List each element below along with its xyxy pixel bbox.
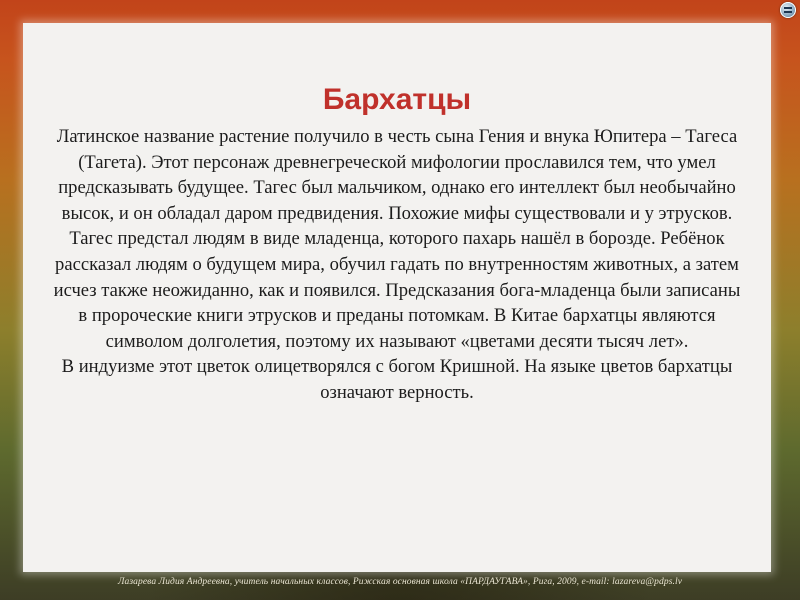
slide-title: Бархатцы — [322, 83, 472, 116]
navigation-icon[interactable] — [780, 2, 796, 18]
slide-body — [51, 124, 743, 406]
body-paragraph-1: Латинское название растение получило в честь сына Гения и внука Юпитера – Тагеса (Тагета). Этот персонаж древнегреческой мифологии прославился тем, что умел предсказывать будущее. Тагес был мальчиком, однако его интеллект был необычайно высок, и он обладал даром предвидения. Похожие мифы существовали и у этрусков. Тагес предстал людям в виде младенца, которого пахарь нашёл в борозде. Ребёнок рассказал людям о будущем мира, обучил гадать по внутренностям животных, а затем исчез также неожиданно, как и появился. Предсказания бога-младенца были записаны в пророческие книги этрусков и преданы потомкам. В Китае бархатцы являются символом долголетия, поэтому их называют «цветами десяти тысяч лет». — [53, 126, 741, 352]
content-panel — [23, 23, 771, 572]
body-paragraph-2: В индуизме этот цветок олицетворялся с богом Кришной. На языке цветов бархатцы означают верность. — [61, 356, 733, 403]
footer-credit: Лазарева Лидия Андреевна, учитель начальных классов, Рижская основная школа «ПАРДАУГАВА», Рига, 2009, e-mail: lazareva@pdps.lv — [117, 577, 683, 587]
